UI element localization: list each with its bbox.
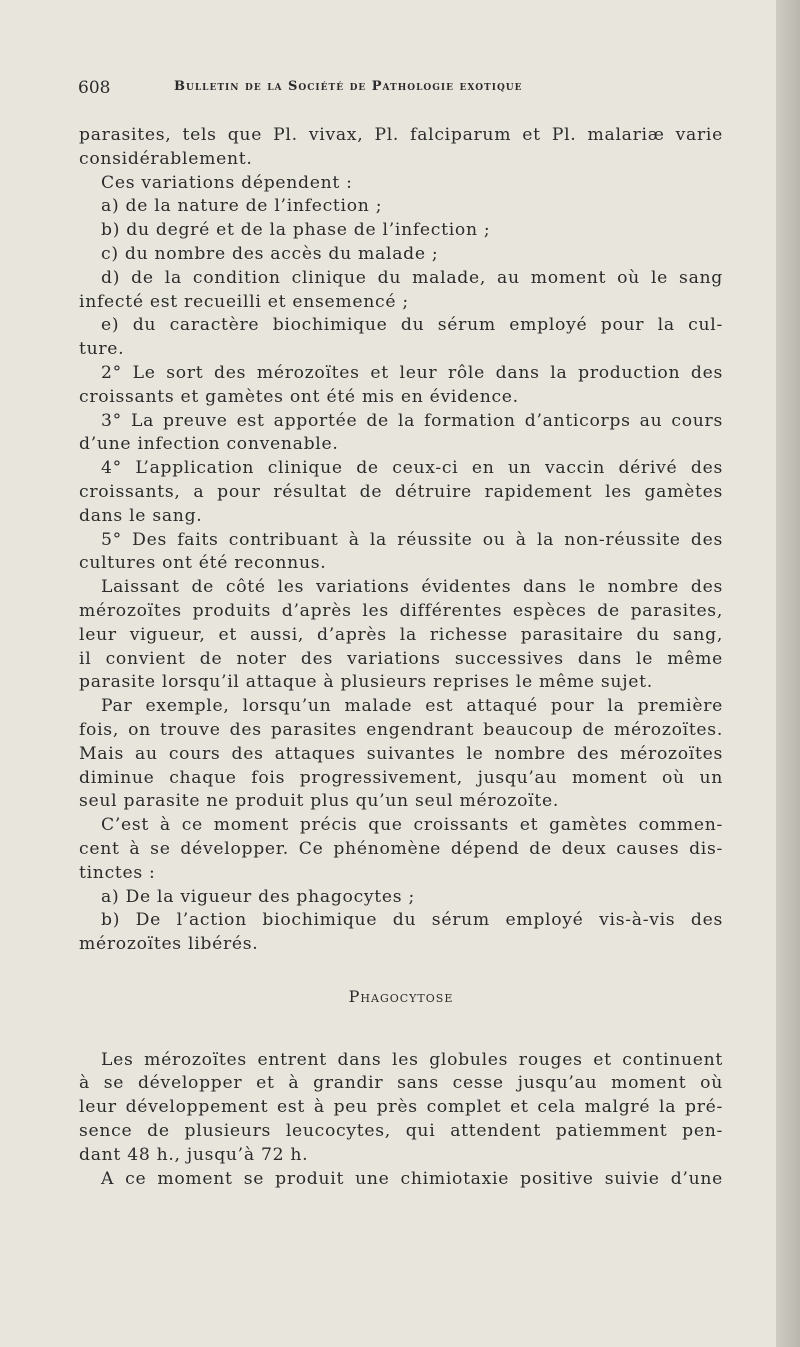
text-line: dant 48 h., jusqu’à 72 h. [79, 1144, 309, 1165]
running-head: Bulletin de la Société de Pathologie exotique [174, 79, 523, 94]
text-line: b) De l’action biochimique du sérum employé vis-à-vis des [101, 910, 723, 931]
section-title: Phagocytose [348, 986, 454, 1006]
text-line: e) du caractère biochimique du sérum employé pour la cul- [101, 315, 723, 336]
text-line: leur développement est à peu près complet et cela malgré la pré- [79, 1097, 723, 1118]
text-line: tinctes : [79, 862, 156, 883]
text-line: d) de la condition clinique du malade, au moment où le sang [101, 267, 723, 288]
text-line: Par exemple, lorsqu’un malade est attaqué pour la première [101, 696, 723, 717]
text-line: seul parasite ne produit plus qu’un seul mérozoïte. [79, 791, 559, 812]
text-line: diminue chaque fois progressivement, jusqu’au moment où un [79, 767, 723, 788]
page-header [78, 78, 728, 102]
page-number: 608 [78, 78, 111, 98]
text-line: 2° Le sort des mérozoïtes et leur rôle dans la production des [101, 362, 723, 383]
text-line: mérozoïtes produits d’après les différentes espèces de parasites, [79, 600, 723, 621]
text-line: considérablement. [79, 148, 253, 169]
text-line: parasites, tels que Pl. vivax, Pl. falciparum et Pl. malariæ varie [79, 125, 723, 145]
page-edge-shadow [776, 0, 800, 1347]
text-line: c) du nombre des accès du malade ; [101, 243, 439, 264]
paragraphs-after-section [79, 1049, 723, 1192]
text-line: parasite lorsqu’il attaque à plusieurs reprises le même sujet. [79, 672, 653, 693]
text-line: cent à se développer. Ce phénomène dépend de deux causes dis- [79, 838, 723, 859]
text-line: à se développer et à grandir sans cesse jusqu’au moment où [79, 1073, 723, 1094]
text-line: a) De la vigueur des phagocytes ; [101, 886, 415, 907]
text-line: Ces variations dépendent : [101, 172, 353, 193]
text-line: A ce moment se produit une chimiotaxie positive suivie d’une [101, 1168, 723, 1189]
text-line: d’une infection convenable. [79, 434, 339, 455]
text-line: a) de la nature de l’infection ; [101, 196, 383, 217]
text-line: 5° Des faits contribuant à la réussite ou à la non-réussite des [101, 529, 723, 550]
text-line: 3° La preuve est apportée de la formation d’anticorps au cours [101, 410, 723, 431]
text-line: cultures ont été reconnus. [79, 553, 327, 574]
text-line: il convient de noter des variations successives dans le même [79, 648, 723, 669]
text-line: infecté est recueilli et ensemencé ; [79, 291, 409, 312]
text-line: fois, on trouve des parasites engendrant beaucoup de mérozoïtes. [79, 719, 723, 740]
text-line: 4° L’application clinique de ceux-ci en un vaccin dérivé des [101, 458, 723, 479]
paragraphs-before-section [79, 124, 723, 957]
text-line: croissants, a pour résultat de détruire rapidement les gamètes [79, 481, 723, 502]
text-line: C’est à ce moment précis que croissants et gamètes commen- [101, 815, 723, 836]
text-line: ture. [79, 339, 125, 360]
text-line: Mais au cours des attaques suivantes le nombre des mérozoïtes [79, 743, 723, 764]
page-body [79, 124, 723, 1191]
text-line: Laissant de côté les variations évidentes dans le nombre des [101, 577, 723, 598]
text-line: leur vigueur, et aussi, d’après la richesse parasitaire du sang, [79, 624, 723, 645]
text-line: Les mérozoïtes entrent dans les globules rouges et continuent [101, 1049, 723, 1070]
text-line: croissants et gamètes ont été mis en évidence. [79, 386, 519, 407]
text-line: b) du degré et de la phase de l’infection ; [101, 220, 491, 241]
text-line: sence de plusieurs leucocytes, qui attendent patiemment pen- [79, 1121, 723, 1142]
text-line: dans le sang. [79, 505, 203, 526]
text-line: mérozoïtes libérés. [79, 934, 259, 955]
